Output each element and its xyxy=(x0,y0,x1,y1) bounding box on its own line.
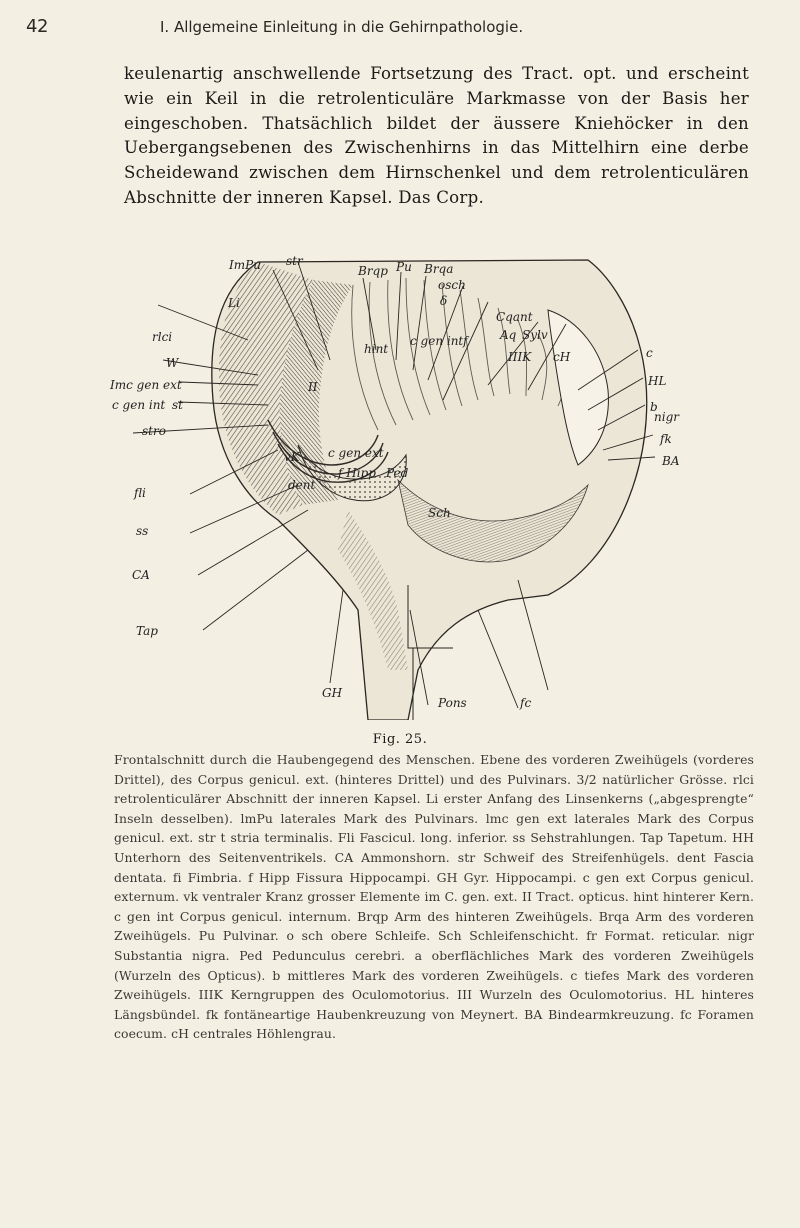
label-c: c xyxy=(646,346,653,360)
label-fHipp: f Hipp xyxy=(338,466,376,480)
label-hint: hint xyxy=(364,342,389,356)
label-cgenint: c gen int xyxy=(112,398,166,412)
label-II: II xyxy=(308,380,318,394)
figure-illustration xyxy=(108,250,748,720)
label-ss: ss xyxy=(136,524,149,538)
label-str: str xyxy=(286,254,303,268)
label-stro: stro xyxy=(142,424,166,438)
brain-section-drawing xyxy=(108,250,748,720)
label-Ped: Ped xyxy=(386,466,409,480)
figure-number: Fig. 25. xyxy=(372,732,428,747)
page-number: 42 xyxy=(26,16,48,37)
label-Cqant: Cqant xyxy=(496,310,533,324)
label-Aq: Aq xyxy=(500,328,517,342)
label-cH: cH xyxy=(553,350,571,364)
label-ImPu: ImPu xyxy=(229,258,261,272)
label-IIIK: IIIK xyxy=(508,350,532,364)
label-cgenint2: c gen int xyxy=(410,334,464,348)
label-Brqp: Brqp xyxy=(358,264,388,278)
label-BA: BA xyxy=(662,454,680,468)
figure-caption: Frontalschnitt durch die Haubengegend des Menschen. Ebene des vorderen Zweihügels (vorderes Drittel), des Corpus genicul. ext. (hinteres Drittel) und des Pulvinars. 3/2 natürlicher Grösse. rlci retrolenticulärer Abschnitt der inneren Kapsel. Li erster Anfang des Linsenkerns („abgesprengte“ Inseln desselben). lmPu laterales Mark des Pulvinars. lmc gen ext laterales Mark des Corpus genicul. ext. str t stria terminalis. Fli Fascicul. long. inferior. ss Sehstrahlungen. Tap Tapetum. HH Unterhorn des Seitenventrikels. CA Ammonshorn. str Schweif des Streifenhügels. dent Fascia dentata. fi Fimbria. f Hipp Fissura Hippocampi. GH Gyr. Hippocampi. c gen ext Corpus genicul. externum. vk ventraler Kranz grosser Elemente im C. gen. ext. II Tract. opticus. hint hinterer Kern. c gen int Corpus genicul. internum. Brqp Arm des hinteren Zweihügels. Brqa Arm des vorderen Zweihügels. Pu Pulvinar. o sch obere Schleife. Sch Schleifenschicht. fr Format. reticular. nigr Substantia nigra. Ped Pedunculus cerebri. a oberflächliches Mark des vorderen Zweihügels (Wurzeln des Opticus). b mittleres Mark des vorderen Zweihügels. c tiefes Mark des vorderen Zweihügels. IIIK Kerngruppen des Oculomotorius. III Wurzeln des Oculomotorius. HL hinteres Längsbündel. fk fontäneartige Haubenkreuzung von Meynert. BA Bindearmkreuzung. fc Foramen coecum. cH centrales Höhlengrau. xyxy=(114,752,754,1042)
label-fk: fk xyxy=(660,432,672,446)
label-Pons: Pons xyxy=(438,696,467,710)
running-title: I. Allgemeine Einleitung in die Gehirnpathologie. xyxy=(160,18,524,36)
label-fli: fli xyxy=(134,486,146,500)
label-rlci: rlci xyxy=(152,330,173,344)
label-Tap: Tap xyxy=(136,624,158,638)
label-Pu: Pu xyxy=(396,260,412,274)
label-st: st xyxy=(172,398,183,412)
label-W: W xyxy=(166,356,179,370)
label-fc: fc xyxy=(520,696,532,710)
label-nigr: nigr xyxy=(654,410,679,424)
label-Sch: Sch xyxy=(428,506,451,520)
label-CA: CA xyxy=(132,568,150,582)
label-osch: osch xyxy=(438,278,466,292)
label-b: b xyxy=(650,400,658,414)
label-delta: δ xyxy=(440,294,448,308)
label-HL: HL xyxy=(648,374,667,388)
intro-paragraph: keulenartig anschwellende Fortsetzung des Tract. opt. und erscheint wie ein Keil in die retrolenticuläre Markmasse von der Basis her eingeschoben. Thatsächlich bildet der äussere Kniehöcker in den Uebergangsebenen des Zwischenhirns in das Mittelhirn eine derbe Scheidewand zwischen dem Hirnschenkel und dem retrolenticulären Abschnitte der inneren Kapsel. Das Corp. xyxy=(124,64,749,207)
label-Brqa: Brqa xyxy=(424,262,454,276)
label-cgenext: c gen ext xyxy=(328,446,384,460)
label-Sylv: Sylv xyxy=(522,328,548,342)
label-dent: dent xyxy=(288,478,316,492)
label-Imcgenext: Imc gen ext xyxy=(110,378,182,392)
label-GH: GH xyxy=(322,686,343,700)
label-Li: Li xyxy=(228,296,240,310)
label-f: f xyxy=(463,334,468,348)
label-vK: vK xyxy=(284,450,300,464)
